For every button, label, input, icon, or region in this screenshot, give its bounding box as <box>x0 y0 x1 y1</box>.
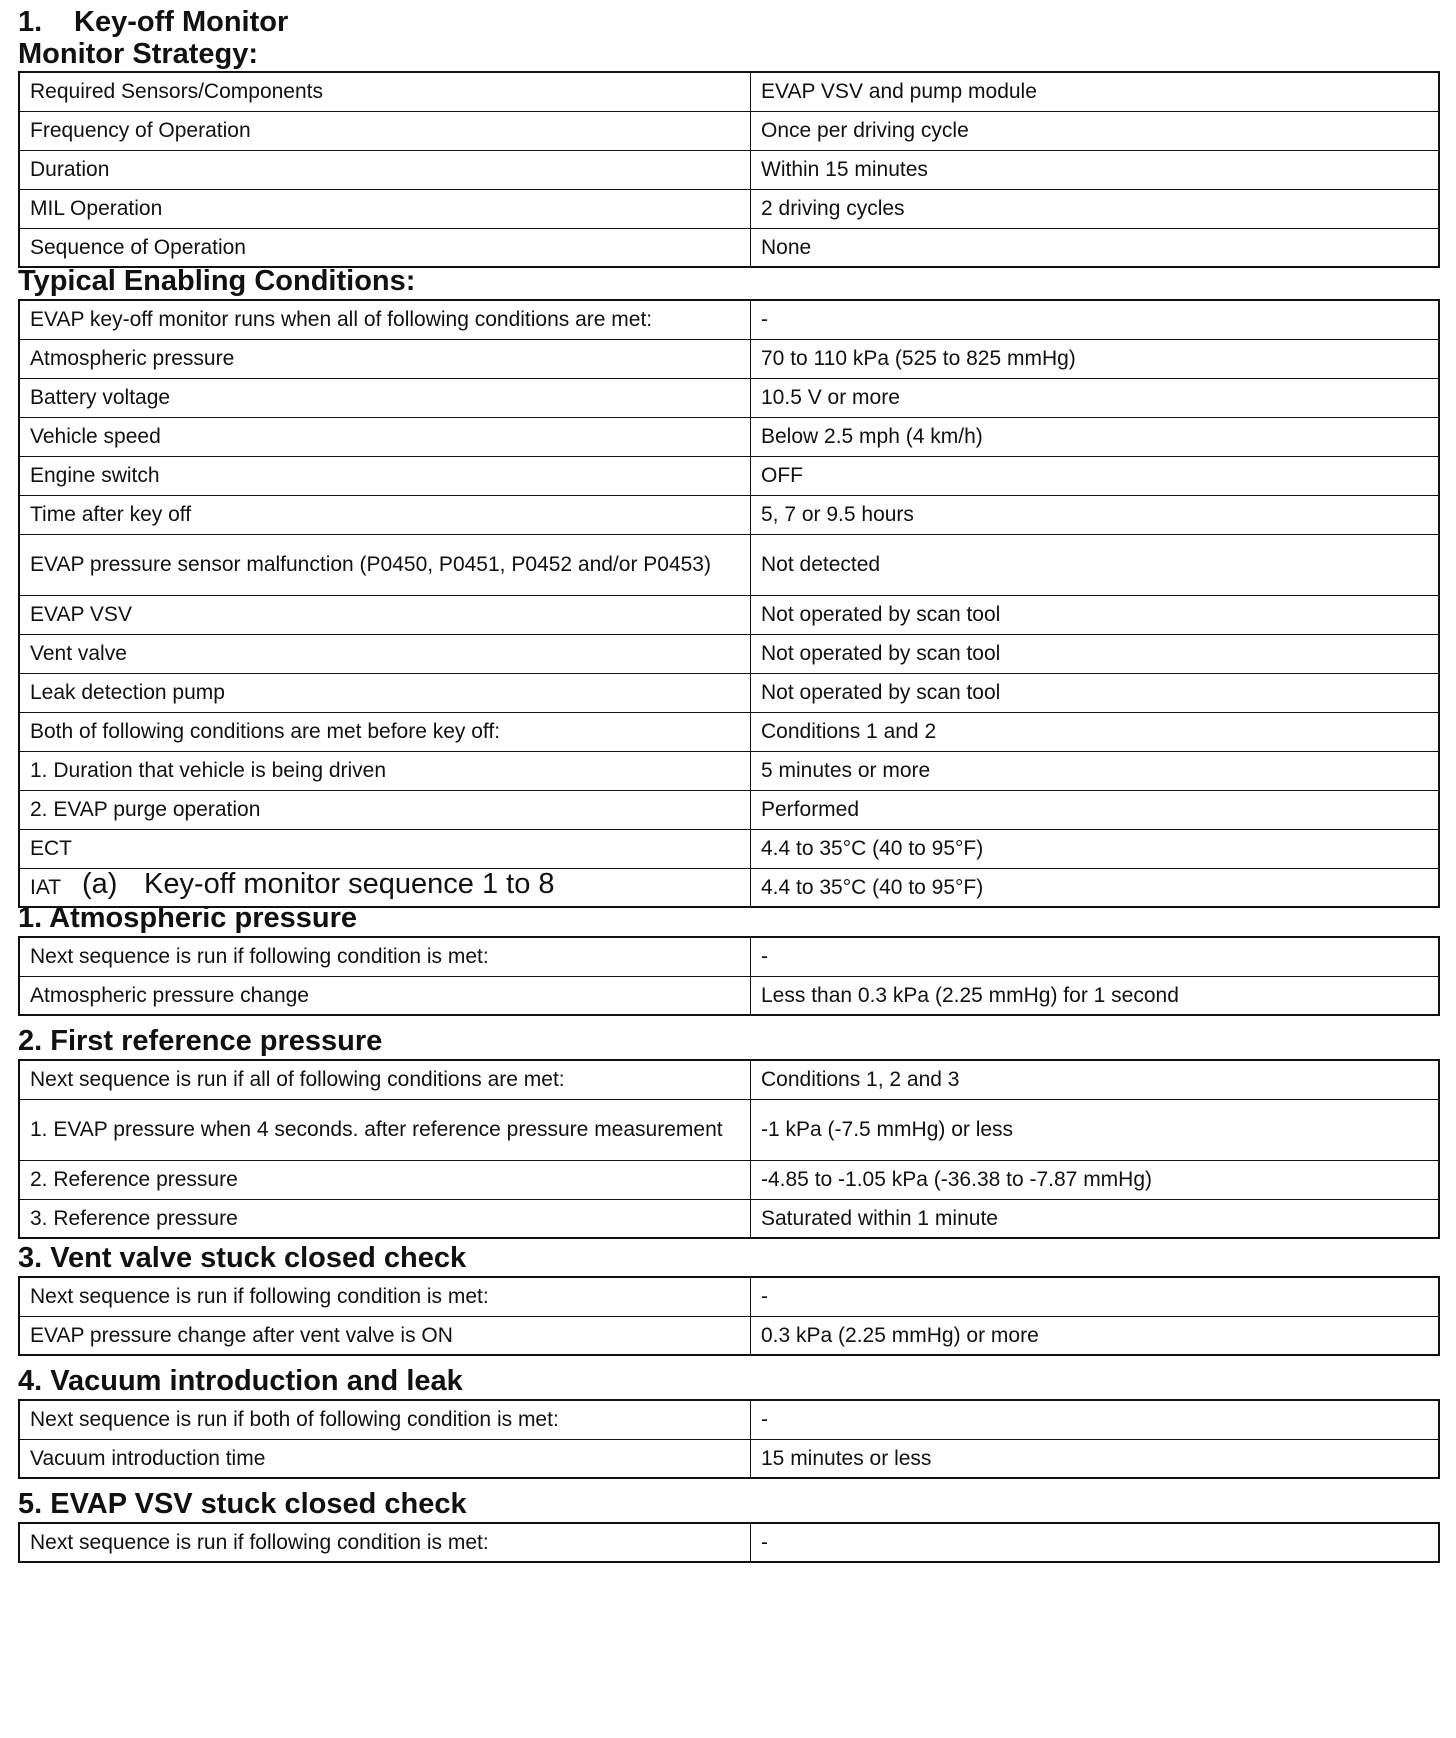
condition-label: Atmospheric pressure <box>19 339 751 378</box>
table-row <box>19 1160 1439 1199</box>
condition-value: Conditions 1, 2 and 3 <box>751 1060 1440 1099</box>
condition-value: Not detected <box>751 534 1440 595</box>
condition-label: Battery voltage <box>19 378 751 417</box>
monitor-strategy-heading: Monitor Strategy: <box>18 38 259 70</box>
condition-label: Sequence of Operation <box>19 228 751 267</box>
table-row <box>19 456 1439 495</box>
condition-value: - <box>751 1277 1440 1316</box>
condition-label: IAT <box>19 868 751 907</box>
table-row <box>19 673 1439 712</box>
table-row <box>19 150 1439 189</box>
condition-label: EVAP pressure sensor malfunction (P0450, P0451, P0452 and/or P0453) <box>19 534 751 595</box>
condition-label: Required Sensors/Components <box>19 72 751 111</box>
condition-label: MIL Operation <box>19 189 751 228</box>
condition-label: EVAP key-off monitor runs when all of following conditions are met: <box>19 300 751 339</box>
enabling-conditions-table <box>18 299 1440 908</box>
seq3-table <box>18 1276 1440 1356</box>
condition-value: 10.5 V or more <box>751 378 1440 417</box>
table-row <box>19 634 1439 673</box>
condition-value: Not operated by scan tool <box>751 673 1440 712</box>
seq5-heading: 5. EVAP VSV stuck closed check <box>18 1488 467 1520</box>
seq3-heading: 3. Vent valve stuck closed check <box>18 1242 467 1274</box>
condition-value: Performed <box>751 790 1440 829</box>
condition-label: Frequency of Operation <box>19 111 751 150</box>
condition-label: EVAP VSV <box>19 595 751 634</box>
table-row <box>19 228 1439 267</box>
condition-value: Once per driving cycle <box>751 111 1440 150</box>
condition-label: Both of following conditions are met before key off: <box>19 712 751 751</box>
condition-value: Saturated within 1 minute <box>751 1199 1440 1238</box>
table-row <box>19 1523 1439 1562</box>
condition-label: 1. EVAP pressure when 4 seconds. after reference pressure measurement <box>19 1099 751 1160</box>
condition-label: Next sequence is run if all of following conditions are met: <box>19 1060 751 1099</box>
condition-value: 4.4 to 35°C (40 to 95°F) <box>751 829 1440 868</box>
title-number: 1. <box>18 6 43 38</box>
table-row <box>19 111 1439 150</box>
table-row <box>19 1060 1439 1099</box>
table-row <box>19 534 1439 595</box>
seq2-table <box>18 1059 1440 1239</box>
table-row <box>19 937 1439 976</box>
condition-label: 2. Reference pressure <box>19 1160 751 1199</box>
condition-value: None <box>751 228 1440 267</box>
condition-value: 15 minutes or less <box>751 1439 1440 1478</box>
condition-value: 4.4 to 35°C (40 to 95°F) <box>751 868 1440 907</box>
condition-label: 2. EVAP purge operation <box>19 790 751 829</box>
condition-value: 0.3 kPa (2.25 mmHg) or more <box>751 1316 1440 1355</box>
condition-value: - <box>751 1523 1440 1562</box>
condition-value: Less than 0.3 kPa (2.25 mmHg) for 1 second <box>751 976 1440 1015</box>
condition-value: Conditions 1 and 2 <box>751 712 1440 751</box>
condition-value: EVAP VSV and pump module <box>751 72 1440 111</box>
table-row <box>19 1316 1439 1355</box>
seq4-heading: 4. Vacuum introduction and leak <box>18 1365 463 1397</box>
table-row <box>19 1439 1439 1478</box>
condition-label: Next sequence is run if following condition is met: <box>19 1277 751 1316</box>
monitor-strategy-table <box>18 71 1440 268</box>
condition-label: Next sequence is run if both of following condition is met: <box>19 1400 751 1439</box>
title-text: Key-off Monitor <box>74 6 289 38</box>
condition-value: 5, 7 or 9.5 hours <box>751 495 1440 534</box>
seq2-heading: 2. First reference pressure <box>18 1025 383 1057</box>
condition-label: Atmospheric pressure change <box>19 976 751 1015</box>
condition-label: 1. Duration that vehicle is being driven <box>19 751 751 790</box>
table-row <box>19 417 1439 456</box>
condition-value: -4.85 to -1.05 kPa (-36.38 to -7.87 mmHg) <box>751 1160 1440 1199</box>
condition-label: ECT <box>19 829 751 868</box>
condition-label: Next sequence is run if following condition is met: <box>19 937 751 976</box>
document-title <box>18 6 288 38</box>
sequence-intro-text: Key-off monitor sequence 1 to 8 <box>144 868 555 900</box>
condition-value: - <box>751 300 1440 339</box>
enabling-conditions-heading: Typical Enabling Conditions: <box>18 265 416 297</box>
table-row <box>19 976 1439 1015</box>
condition-value: 2 driving cycles <box>751 189 1440 228</box>
condition-label: Vacuum introduction time <box>19 1439 751 1478</box>
table-row <box>19 829 1439 868</box>
seq4-table <box>18 1399 1440 1479</box>
condition-label: Duration <box>19 150 751 189</box>
condition-label: Next sequence is run if following condition is met: <box>19 1523 751 1562</box>
condition-value: -1 kPa (-7.5 mmHg) or less <box>751 1099 1440 1160</box>
condition-value: 5 minutes or more <box>751 751 1440 790</box>
sequence-intro-tag: (a) <box>82 868 118 900</box>
table-row <box>19 1400 1439 1439</box>
table-row <box>19 189 1439 228</box>
condition-value: OFF <box>751 456 1440 495</box>
table-row <box>19 1199 1439 1238</box>
table-row <box>19 339 1439 378</box>
condition-label: Vent valve <box>19 634 751 673</box>
condition-label: Engine switch <box>19 456 751 495</box>
condition-value: Below 2.5 mph (4 km/h) <box>751 417 1440 456</box>
condition-value: Within 15 minutes <box>751 150 1440 189</box>
table-row <box>19 72 1439 111</box>
seq5-table <box>18 1522 1440 1563</box>
seq1-heading: 1. Atmospheric pressure <box>18 902 357 934</box>
condition-value: Not operated by scan tool <box>751 595 1440 634</box>
table-row <box>19 495 1439 534</box>
condition-label: EVAP pressure change after vent valve is ON <box>19 1316 751 1355</box>
condition-value: - <box>751 1400 1440 1439</box>
condition-label: Time after key off <box>19 495 751 534</box>
condition-label: Vehicle speed <box>19 417 751 456</box>
table-row <box>19 712 1439 751</box>
condition-value: - <box>751 937 1440 976</box>
seq1-table <box>18 936 1440 1016</box>
table-row <box>19 595 1439 634</box>
table-row <box>19 1277 1439 1316</box>
condition-label: Leak detection pump <box>19 673 751 712</box>
table-row <box>19 378 1439 417</box>
table-row <box>19 751 1439 790</box>
condition-label: 3. Reference pressure <box>19 1199 751 1238</box>
condition-value: Not operated by scan tool <box>751 634 1440 673</box>
table-row <box>19 300 1439 339</box>
sequence-intro <box>82 868 555 900</box>
condition-value: 70 to 110 kPa (525 to 825 mmHg) <box>751 339 1440 378</box>
table-row <box>19 1099 1439 1160</box>
table-row <box>19 790 1439 829</box>
